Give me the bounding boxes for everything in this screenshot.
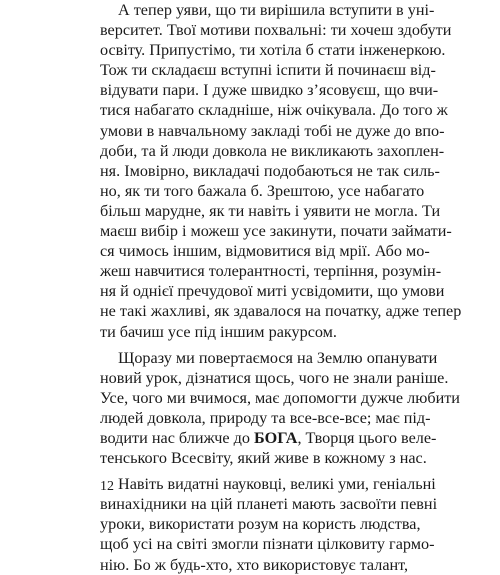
page-number: 12	[100, 479, 114, 494]
bold-word: БОГА	[254, 428, 298, 447]
text-line: маєш вибір і можеш усе закинути, почати займати-	[100, 222, 452, 241]
text-line: уроки, використати розум на користь людства,	[100, 515, 421, 534]
text-line: Усе, чого ми вчимося, має допомогти дужче любити	[100, 388, 460, 407]
text-line: нію. Бо ж будь-хто, хто використовує талант,	[100, 555, 409, 574]
text-line: Тож ти складаєш вступні іспити й починаєш від-	[100, 61, 436, 80]
text-line: ся чимось іншим, відмовитися від мрії. Або мо-	[100, 242, 430, 261]
text-line: щоб усі на світі змогли пізнати цілковиту гармо-	[100, 535, 435, 554]
paragraph	[100, 348, 460, 469]
text-line: відувати пари. І дуже швидко з’ясовуєш, що вчи-	[100, 81, 439, 100]
text-line: ти бачиш усе під іншим ракурсом.	[100, 322, 337, 341]
text-line: водити нас ближче до БОГА, Творця цього веле-	[100, 428, 437, 447]
text-line: жеш навчитися толерантності, терпіння, розумін-	[100, 262, 442, 281]
paragraph	[100, 474, 438, 574]
text-line: Навіть видатні науковці, великі уми, геніальні	[118, 475, 436, 494]
text-line: но, як ти того бажала б. Зрештою, усе набагато	[100, 181, 425, 200]
text-line: доби, та й люди довкола не викликають захоплен-	[100, 141, 445, 160]
text-line: А тепер уяви, що ти вирішила вступити в уні-	[118, 1, 435, 19]
paragraph	[100, 0, 462, 342]
text-line: освіту. Припустімо, ти хотіла б стати інженеркою.	[100, 41, 446, 60]
text-line: тенського Всесвіту, який живе в кожному з нас.	[100, 449, 427, 468]
text-line: ня й однієї пречудової миті усвідомити, що умови	[100, 282, 445, 301]
text-line: Щоразу ми повертаємося на Землю опанувати	[118, 348, 438, 367]
text-line: ня. Імовірно, викладачі подобаються не так силь-	[100, 161, 440, 180]
text-line: верситет. Твої мотиви похвальні: ти хочеш здобути	[100, 21, 452, 40]
text-line: більш марудне, як ти навіть і уявити не могла. Ти	[100, 201, 441, 220]
text-line: винахідники на цій планеті мають засвоїти певні	[100, 495, 438, 514]
text-line: тися набагато складніше, ніж очікувала. До того ж	[100, 101, 448, 120]
text-line: не такі жахливі, як здавалося на початку, адже тепер	[100, 302, 462, 321]
body-text	[100, 0, 462, 575]
text-line: людей довкола, природу та все-все-все; має під-	[100, 408, 431, 427]
text-line: умови в навчальному закладі тобі не дуже до впо-	[100, 121, 445, 140]
text-line: новий урок, дізнатися щось, чого не знали раніше.	[100, 368, 449, 387]
